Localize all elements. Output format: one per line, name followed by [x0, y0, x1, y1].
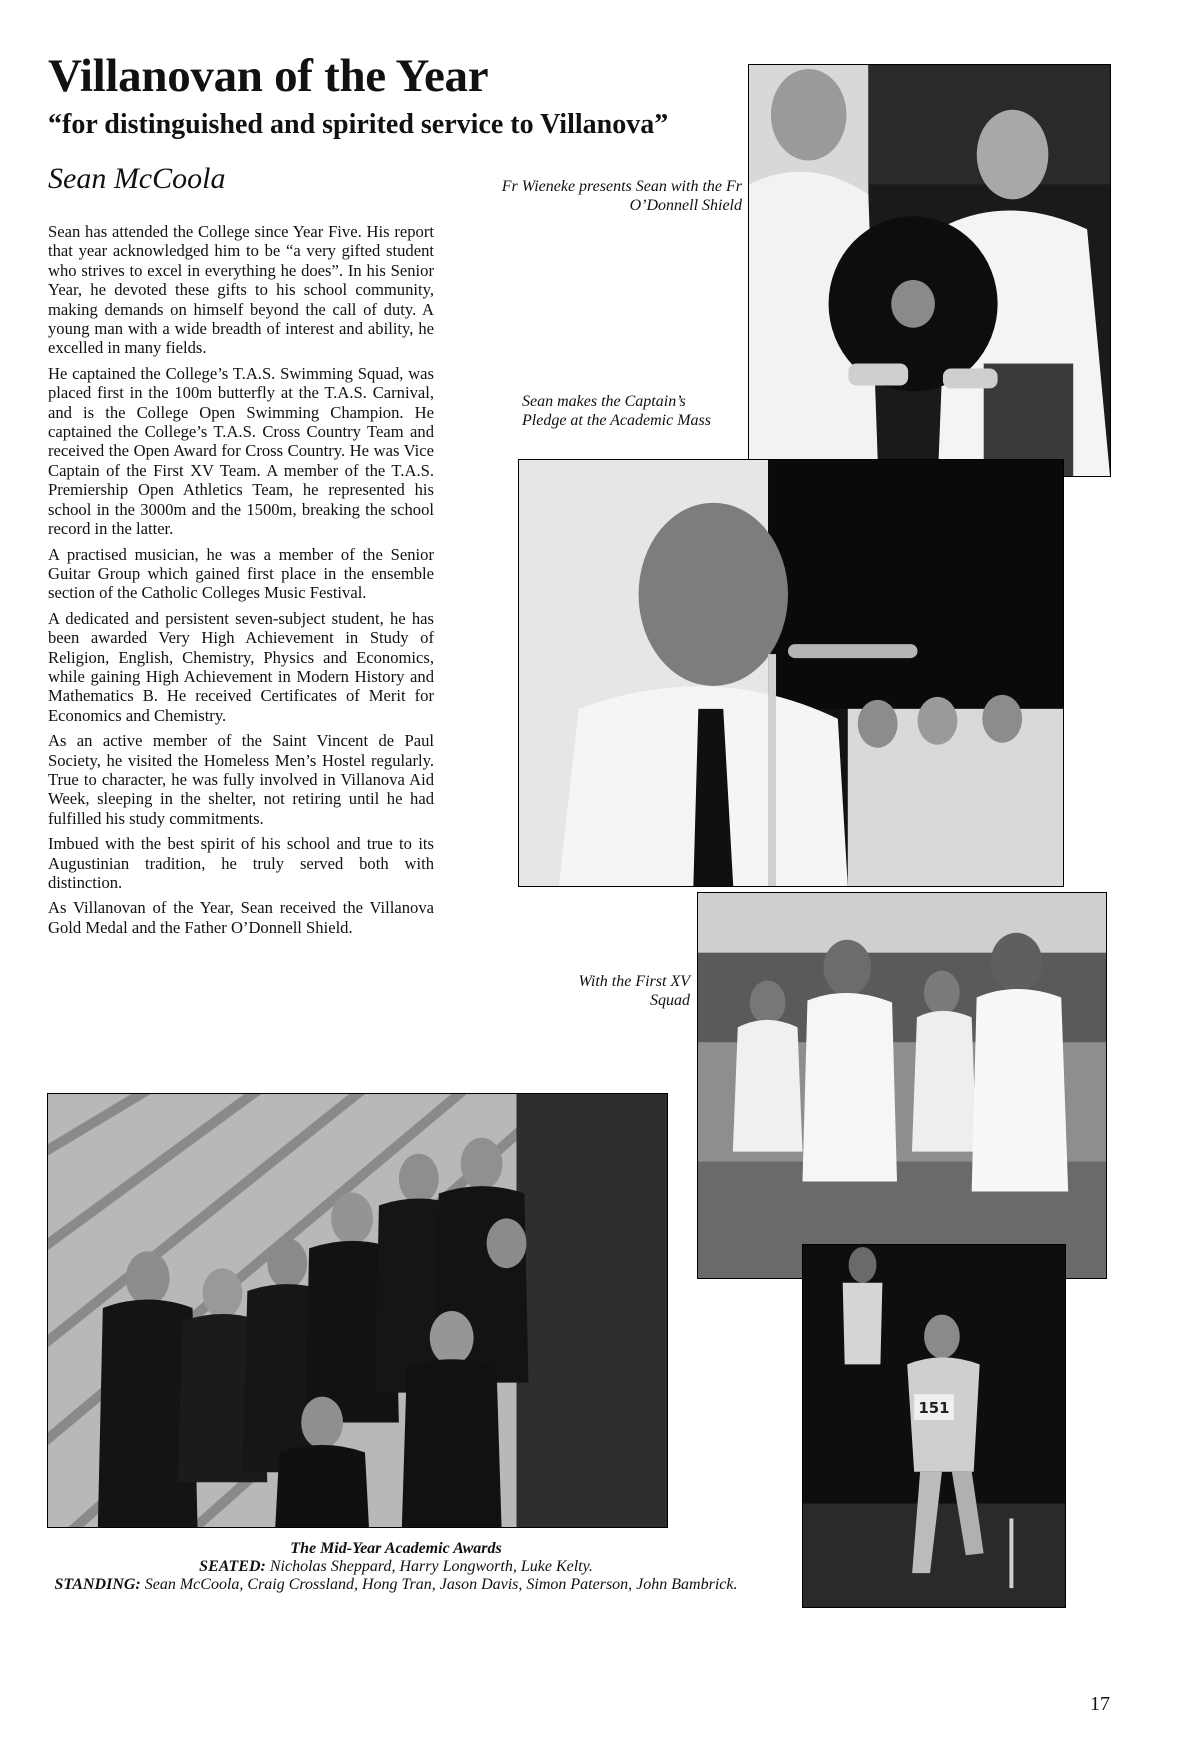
awards-seated-label: SEATED: [199, 1558, 266, 1576]
paragraph: He captained the College’s T.A.S. Swimming Squad, was placed first in the 100m butterfly at the T.A.S. Carnival, and is the College Open Swimming Champion. He captained the College’s T.A.S. Cross Country Team and received the Open Award for Cross Country. He was Vice Captain of the First XV Team. A member of the T.A.S. Premiership Open Athletics Team, he represented his school in the 3000m and the 1500m, breaking the school record in the latter. [48, 363, 434, 539]
caption-squad-photo: With the First XV Squad [578, 973, 690, 1009]
paragraph: Sean has attended the College since Year Five. His report that year acknowledged him to be “a very gifted student who strives to excel in everything he does”. In his Senior Year, he devoted these gifts to his school community, making demands on himself beyond the call of duty. A young man with a wide breadth of interest and ability, he excelled in many fields. [48, 222, 434, 358]
awards-standing-label: STANDING: [54, 1576, 141, 1594]
runner-bib-number: 151 [918, 1399, 950, 1418]
photo-cross-country-runner [802, 1244, 1066, 1608]
paragraph: A practised musician, he was a member of the Senior Guitar Group which gained first place in the ensemble section of the Catholic Colleges Music Festival. [48, 544, 434, 603]
paragraph: A dedicated and persistent seven-subject student, he has been awarded Very High Achievement in Study of Religion, English, Chemistry, Physics and Economics, while gaining High Achievement in Modern History and Mathematics B. He received Certificates of Merit for Economics and Chemistry. [48, 608, 434, 725]
paragraph: As an active member of the Saint Vincent de Paul Society, he visited the Homeless Men’s Hostel regularly. True to character, he was fully involved in Villanova Aid Week, sleeping in the shelter, not retiring until he had fulfilled his study commitments. [48, 731, 434, 828]
paragraph: Imbued with the best spirit of his school and true to its Augustinian tradition, he truly served both with distinction. [48, 834, 434, 892]
caption-shield-photo: Fr Wieneke presents Sean with the Fr O’Donnell Shield [501, 178, 742, 214]
photo-first-xv-squad [697, 892, 1107, 1279]
photo-captains-pledge [518, 459, 1064, 887]
page-title: Villanovan of the Year [48, 50, 489, 102]
article-body [48, 222, 434, 943]
caption-academic-awards [46, 1540, 746, 1595]
photo-shield-presentation [748, 64, 1111, 477]
page-number: 17 [1090, 1693, 1110, 1715]
awards-caption-title: The Mid-Year Academic Awards [290, 1540, 502, 1557]
photo-academic-awards-group [47, 1093, 668, 1528]
page-subtitle: “for distinguished and spirited service to Villanova” [48, 109, 669, 140]
caption-pledge-photo: Sean makes the Captain’s Pledge at the Academic Mass [522, 393, 711, 429]
paragraph: As Villanovan of the Year, Sean received the Villanova Gold Medal and the Father O’Donnell Shield. [48, 898, 434, 937]
awards-seated-names: Nicholas Sheppard, Harry Longworth, Luke Kelty. [269, 1558, 593, 1576]
person-name: Sean McCoola [48, 162, 226, 195]
awards-standing-names: Sean McCoola, Craig Crossland, Hong Tran, Jason Davis, Simon Paterson, John Bambrick. [144, 1576, 738, 1594]
